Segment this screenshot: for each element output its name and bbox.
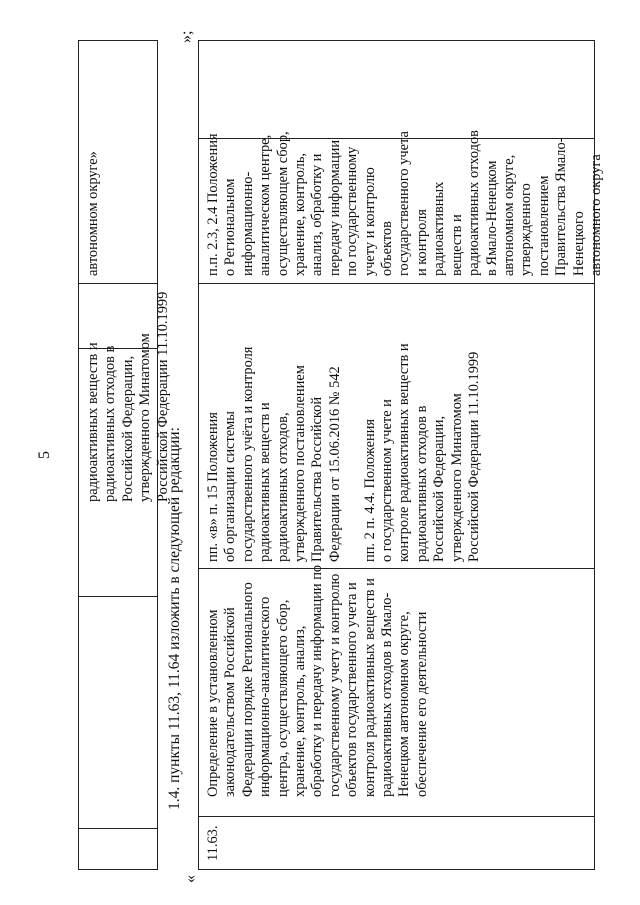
amended-table [198, 40, 604, 870]
table-divider [79, 828, 157, 829]
opening-quote-mark: « [182, 875, 199, 883]
table-divider [199, 283, 594, 284]
item-description-cell: Определение в установленном законодательством Российской Федерации порядке Регионального информационно-аналитического центра, осуществляющего сбор, хранение, контроль, анализ, обработку и передачу информации по государственному учету и контролю объектов государственного учета и контроля радиоактивных веществ и радиоактивных отходов в Ямало- Ненецком автономном округе, обеспечение его деятельности [205, 564, 430, 797]
regional-basis-cell: п.п. 2.3, 2.4 Положения о Региональном информационно- аналитическом центре, осуществляющем сбор, хранение, контроль, анализ, обработку и передачу информации по государственному учету и контролю объектов государственного учета и контроля радиоактивных веществ и радиоактивных отходов в Ямало-Ненецком автономном округе, утвержденного постановлением Правительства Ямало- Ненецкого автономного округа [205, 130, 604, 276]
table-divider [199, 816, 594, 817]
legal-basis-cell: радиоактивных веществ и радиоактивных отходов в Российской Федерации, утвержденного Минатомом Российской Федерации 11.10.1999 [85, 291, 171, 502]
item-number: 11.63. [205, 825, 221, 861]
page-number: 5 [36, 451, 53, 459]
federal-basis-cell: пп. «в» п. 15 Положения об организации системы государственного учёта и контроля радиоактивных веществ и радиоактивных отходов, утвержденного постановлением Правительства Российской Федерации от 15.06.2016 № 542 пп. 2 п. 4.4. Положения о государственном учете и контроле радиоактивных веществ и радиоактивных отходов в Российской Федерации, утвержденного Минатомом Российской Федерации 11.10.1999 [205, 343, 483, 562]
regional-basis-cell: автономном округе» [85, 151, 101, 276]
continued-table-fragment [78, 40, 171, 870]
table-divider [79, 596, 157, 597]
amendment-intro-text: 1.4. пункты 11.63, 11.64 изложить в следующей редакции: [166, 427, 183, 810]
closing-quote-mark: »; [178, 30, 195, 43]
